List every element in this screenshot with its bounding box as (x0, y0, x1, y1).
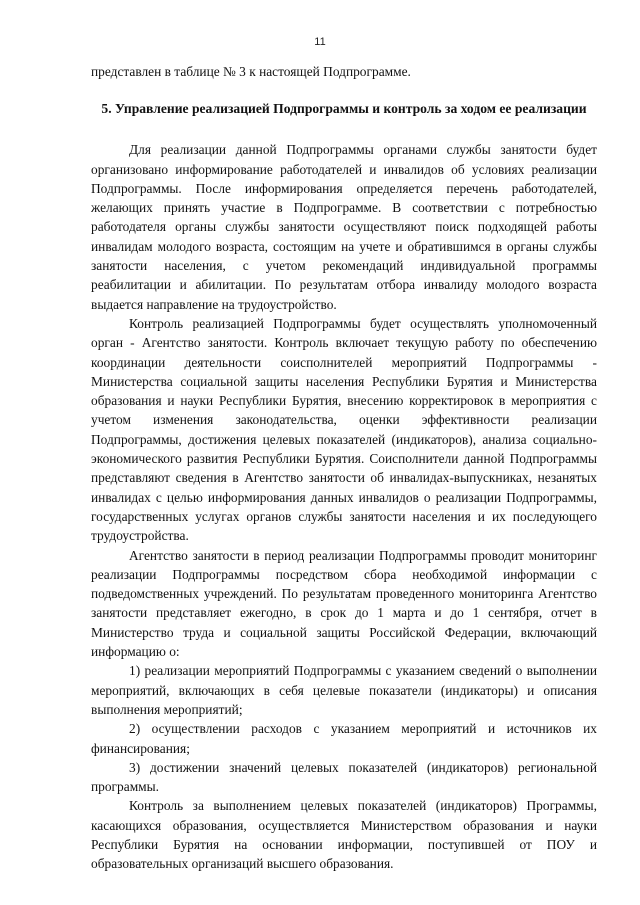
page-number: 11 (314, 36, 326, 48)
list-item-3: 3) достижении значений целевых показателей (индикаторов) региональной программы. (91, 759, 597, 795)
intro-line: представлен в таблице № 3 к настоящей Подпрограмме. (91, 64, 411, 79)
section-heading: 5. Управление реализацией Подпрограммы и контроль за ходом ее реализации (101, 101, 587, 117)
paragraph-1: Для реализации данной Подпрограммы органами службы занятости будет организовано информирование работодателей и инвалидов об условиях реализации Подпрограммы. После информирования определяется перечень работодателей, желающих принять участие в Подпрограмме. В соответствии с потребностью работодателя органы службы занятости осуществляют поиск подходящей работы инвалидам молодого возраста, состоящим на учете и обратившимся в органы службы занятости населения, с учетом рекомендаций индивидуальной программы реабилитации и абилитации. По результатам отбора инвалиду молодого возраста выдается направление на трудоустройство. (91, 142, 597, 312)
list-item-2: 2) осуществлении расходов с указанием мероприятий и источников их финансирования; (91, 721, 597, 756)
document-body (91, 62, 597, 874)
paragraph-2: Контроль реализацией Подпрограммы будет осуществлять уполномоченный орган - Агентство занятости. Контроль включает текущую работу по обеспечению координации деятельности соисполнителей мероприятий Подпрограммы - Министерства социальной защиты населения Республики Бурятия и Министерства образования и науки Республики Бурятия, внесению корректировок в мероприятия с учетом изменения законодательства, оценки эффективности реализации Подпрограммы, достижения целевых показателей (индикаторов), анализа социально-экономического развития Республики Бурятия. Соисполнители данной Подпрограммы представляют сведения в Агентство занятости об инвалидах-выпускниках, незанятых инвалидах с целью информирования данных инвалидов о реализации Подпрограммы, государственных услугах органов службы занятости населения и их последующего трудоустройства. (91, 315, 597, 544)
paragraph-4: Контроль за выполнением целевых показателей (индикаторов) Программы, касающихся образования, осуществляется Министерством образования и науки Республики Бурятия на основании информации, поступившей от ПОУ и образовательных организаций высшего образования. (91, 798, 597, 872)
list-item-1: 1) реализации мероприятий Подпрограммы с указанием сведений о выполнении мероприятий, включающих в себя целевые показатели (индикаторы) и описания выполнения мероприятий; (91, 663, 597, 717)
paragraph-3: Агентство занятости в период реализации Подпрограммы проводит мониторинг реализации Подпрограммы посредством сбора необходимой информации с подведомственных учреждений. По результатам проведенного мониторинга Агентство занятости представляет ежегодно, в срок до 1 марта и до 1 сентября, отчет в Министерство труда и социальной защиты Российской Федерации, включающий информацию о: (91, 547, 597, 660)
